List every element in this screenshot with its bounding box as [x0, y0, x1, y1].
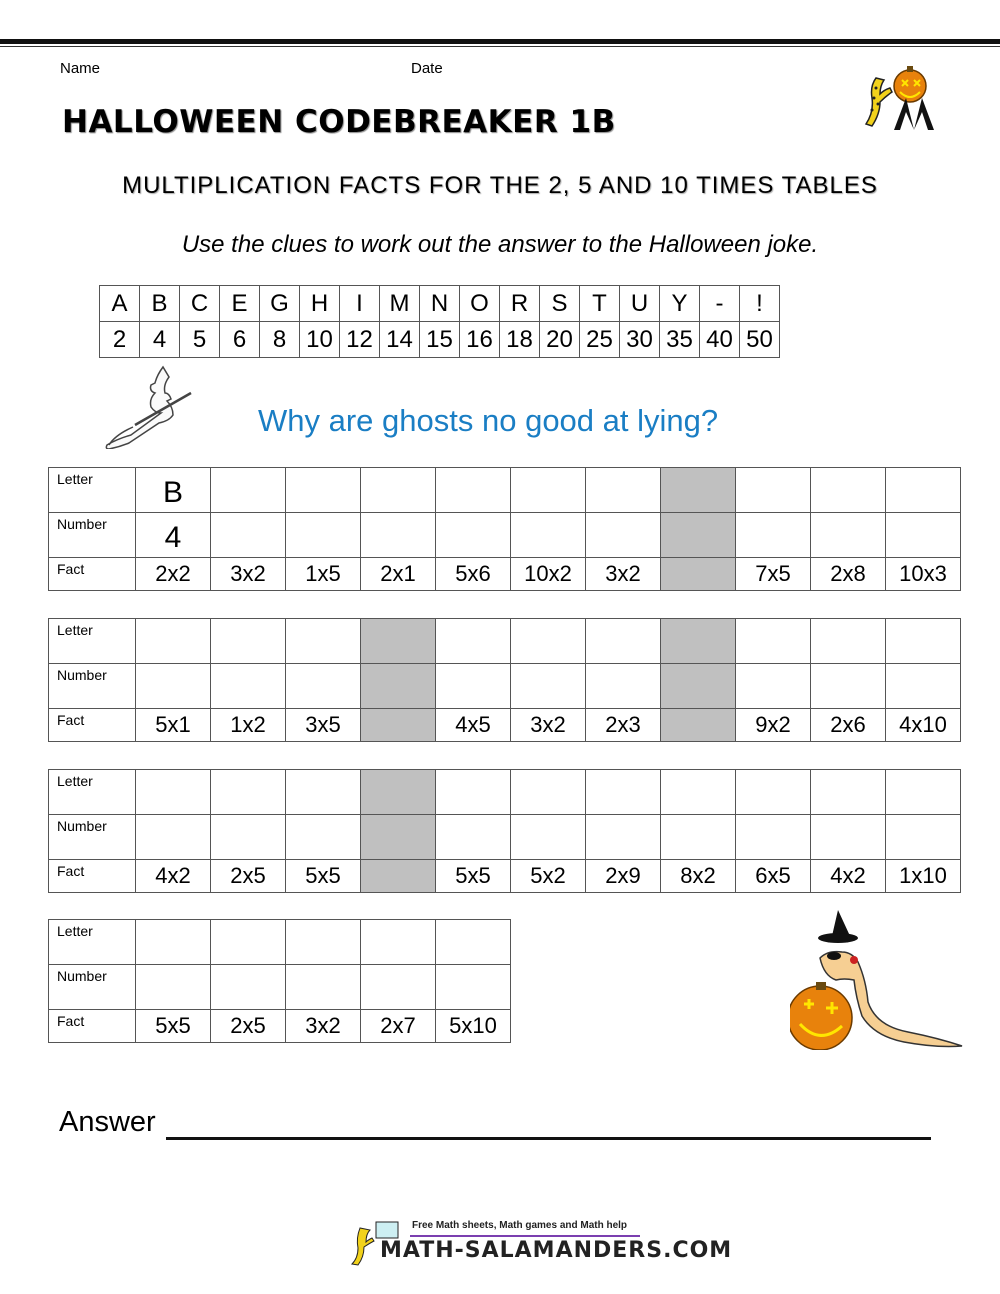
letter-cell[interactable]: [286, 468, 361, 513]
blank-space-cell: [661, 468, 736, 513]
fact-cell: 1x2: [211, 709, 286, 742]
fact-row-label: Fact: [49, 558, 136, 591]
letter-cell[interactable]: [211, 770, 286, 815]
fact-row: [49, 709, 961, 742]
key-number-cell: 6: [220, 322, 260, 358]
name-label: Name: [60, 60, 101, 77]
fact-row-label: Fact: [49, 860, 136, 893]
number-cell[interactable]: [211, 815, 286, 860]
fact-cell: 5x2: [511, 860, 586, 893]
blank-space-cell: [361, 860, 436, 893]
fact-cell: 4x10: [886, 709, 961, 742]
key-letter-cell: E: [220, 286, 260, 322]
key-letter-cell: T: [580, 286, 620, 322]
salamander-witch-pumpkin-icon: [790, 908, 965, 1050]
letter-cell[interactable]: [211, 468, 286, 513]
number-cell[interactable]: [436, 664, 511, 709]
fact-cell: 1x5: [286, 558, 361, 591]
number-cell[interactable]: [811, 664, 886, 709]
number-row: [49, 815, 961, 860]
fact-cell: 5x5: [136, 1010, 211, 1043]
blank-space-cell: [661, 558, 736, 591]
key-number-cell: 15: [420, 322, 460, 358]
key-letter-cell: N: [420, 286, 460, 322]
blank-space-cell: [361, 815, 436, 860]
key-number-cell: 8: [260, 322, 300, 358]
number-cell[interactable]: [736, 664, 811, 709]
key-letter-cell: H: [300, 286, 340, 322]
number-row: [49, 513, 961, 558]
blank-space-cell: [661, 619, 736, 664]
letter-cell[interactable]: [736, 468, 811, 513]
key-letter-cell: -: [700, 286, 740, 322]
number-cell[interactable]: [736, 513, 811, 558]
key-number-cell: 2: [100, 322, 140, 358]
fact-cell: 4x2: [811, 860, 886, 893]
letter-cell[interactable]: [586, 619, 661, 664]
key-letter-cell: O: [460, 286, 500, 322]
number-cell[interactable]: [886, 815, 961, 860]
key-letter-cell: I: [340, 286, 380, 322]
fact-cell: 5x1: [136, 709, 211, 742]
letter-row: [49, 619, 961, 664]
number-cell[interactable]: [661, 815, 736, 860]
fact-cell: 7x5: [736, 558, 811, 591]
key-number-cell: 40: [700, 322, 740, 358]
fact-cell: 4x2: [136, 860, 211, 893]
code-table-3: [48, 769, 961, 893]
witch-on-broom-icon: [105, 363, 197, 449]
fact-cell: 2x1: [361, 558, 436, 591]
number-cell[interactable]: [361, 965, 436, 1010]
fact-cell: 2x8: [811, 558, 886, 591]
number-cell[interactable]: [886, 513, 961, 558]
key-letter-cell: G: [260, 286, 300, 322]
letter-cell[interactable]: [136, 619, 211, 664]
key-letter-cell: !: [740, 286, 780, 322]
number-cell[interactable]: 4: [136, 513, 211, 558]
number-cell[interactable]: [436, 815, 511, 860]
number-cell[interactable]: [136, 815, 211, 860]
fact-row: [49, 1010, 511, 1043]
number-row-label: Number: [49, 513, 136, 558]
letter-row: [49, 770, 961, 815]
footer-tagline: Free Math sheets, Math games and Math help: [412, 1220, 628, 1231]
key-letter-cell: S: [540, 286, 580, 322]
number-cell[interactable]: [736, 815, 811, 860]
fact-cell: 2x2: [136, 558, 211, 591]
fact-cell: 3x5: [286, 709, 361, 742]
number-cell[interactable]: [811, 513, 886, 558]
key-letter-cell: C: [180, 286, 220, 322]
key-letter-cell: Y: [660, 286, 700, 322]
code-table-1: [48, 467, 961, 591]
letter-cell[interactable]: [211, 920, 286, 965]
fact-cell: 6x5: [736, 860, 811, 893]
number-row-label: Number: [49, 815, 136, 860]
key-letter-cell: A: [100, 286, 140, 322]
letter-cell[interactable]: [436, 468, 511, 513]
letter-cell[interactable]: [886, 770, 961, 815]
date-label: Date: [411, 60, 443, 77]
blank-space-cell: [361, 664, 436, 709]
letter-cell[interactable]: [811, 619, 886, 664]
key-letter-cell: U: [620, 286, 660, 322]
blank-space-cell: [661, 709, 736, 742]
letter-cell[interactable]: [286, 619, 361, 664]
letter-cell[interactable]: [811, 468, 886, 513]
letter-cell[interactable]: [436, 920, 511, 965]
letter-cell[interactable]: [511, 619, 586, 664]
fact-cell: 1x10: [886, 860, 961, 893]
answer-line[interactable]: [166, 1137, 931, 1140]
key-number-cell: 30: [620, 322, 660, 358]
number-row-label: Number: [49, 965, 136, 1010]
number-cell[interactable]: [211, 664, 286, 709]
fact-cell: 2x3: [586, 709, 661, 742]
letter-row-label: Letter: [49, 920, 136, 965]
fact-cell: 3x2: [586, 558, 661, 591]
letter-cell[interactable]: [286, 770, 361, 815]
fact-cell: 4x5: [436, 709, 511, 742]
letter-cell[interactable]: [586, 770, 661, 815]
letter-cell[interactable]: [886, 468, 961, 513]
top-rule-thick: [0, 39, 1000, 44]
worksheet-title: HALLOWEEN CODEBREAKER 1B: [62, 104, 616, 140]
number-row: [49, 664, 961, 709]
letter-cell[interactable]: [436, 619, 511, 664]
letter-row: [49, 920, 511, 965]
number-cell[interactable]: [886, 664, 961, 709]
letter-cell[interactable]: [661, 770, 736, 815]
blank-space-cell: [661, 513, 736, 558]
fact-cell: 3x2: [286, 1010, 361, 1043]
fact-cell: 10x3: [886, 558, 961, 591]
letter-cell[interactable]: [286, 920, 361, 965]
fact-row: [49, 860, 961, 893]
blank-space-cell: [661, 664, 736, 709]
fact-cell: 3x2: [511, 709, 586, 742]
number-cell[interactable]: [211, 513, 286, 558]
key-number-cell: 10: [300, 322, 340, 358]
letter-cell[interactable]: [211, 619, 286, 664]
number-cell[interactable]: [361, 513, 436, 558]
letter-cell[interactable]: [886, 619, 961, 664]
fact-cell: 2x7: [361, 1010, 436, 1043]
letter-cell[interactable]: [736, 619, 811, 664]
fact-cell: 8x2: [661, 860, 736, 893]
key-number-cell: 4: [140, 322, 180, 358]
letter-cell[interactable]: [586, 468, 661, 513]
letter-cell[interactable]: [811, 770, 886, 815]
blank-space-cell: [361, 770, 436, 815]
key-number-cell: 16: [460, 322, 500, 358]
number-row-label: Number: [49, 664, 136, 709]
fact-cell: 5x5: [436, 860, 511, 893]
letter-cell[interactable]: [136, 770, 211, 815]
blank-space-cell: [361, 619, 436, 664]
letter-row-label: Letter: [49, 468, 136, 513]
key-number-cell: 18: [500, 322, 540, 358]
key-numbers-row: [100, 322, 780, 358]
fact-cell: 5x10: [436, 1010, 511, 1043]
salamander-logo-icon: [862, 64, 946, 132]
fact-row: [49, 558, 961, 591]
key-number-cell: 50: [740, 322, 780, 358]
footer-site-link[interactable]: MATH-SALAMANDERS.COM: [380, 1238, 733, 1263]
number-cell[interactable]: [136, 965, 211, 1010]
letter-cell[interactable]: [736, 770, 811, 815]
number-cell[interactable]: [286, 664, 361, 709]
key-number-cell: 25: [580, 322, 620, 358]
key-number-cell: 12: [340, 322, 380, 358]
fact-cell: 5x5: [286, 860, 361, 893]
code-table-2: [48, 618, 961, 742]
fact-cell: 9x2: [736, 709, 811, 742]
number-cell[interactable]: [286, 513, 361, 558]
key-letters-row: [100, 286, 780, 322]
letter-row-label: Letter: [49, 619, 136, 664]
number-cell[interactable]: [286, 965, 361, 1010]
key-number-cell: 14: [380, 322, 420, 358]
fact-cell: 5x6: [436, 558, 511, 591]
key-letter-cell: B: [140, 286, 180, 322]
number-cell[interactable]: [586, 664, 661, 709]
letter-cell[interactable]: [361, 468, 436, 513]
instructions: Use the clues to work out the answer to the Halloween joke.: [181, 231, 819, 258]
letter-row-label: Letter: [49, 770, 136, 815]
number-cell[interactable]: [811, 815, 886, 860]
letter-cell[interactable]: [136, 920, 211, 965]
code-key-table: [99, 285, 780, 358]
number-row: [49, 965, 511, 1010]
letter-row: [49, 468, 961, 513]
number-cell[interactable]: [286, 815, 361, 860]
key-number-cell: 5: [180, 322, 220, 358]
number-cell[interactable]: [511, 513, 586, 558]
letter-cell[interactable]: [436, 770, 511, 815]
letter-cell[interactable]: [361, 920, 436, 965]
number-cell[interactable]: [136, 664, 211, 709]
key-letter-cell: M: [380, 286, 420, 322]
fact-cell: 2x5: [211, 1010, 286, 1043]
key-number-cell: 35: [660, 322, 700, 358]
letter-cell[interactable]: B: [136, 468, 211, 513]
key-number-cell: 20: [540, 322, 580, 358]
number-cell[interactable]: [211, 965, 286, 1010]
fact-cell: 10x2: [511, 558, 586, 591]
fact-cell: 3x2: [211, 558, 286, 591]
key-letter-cell: R: [500, 286, 540, 322]
number-cell[interactable]: [436, 513, 511, 558]
fact-row-label: Fact: [49, 709, 136, 742]
answer-label: Answer: [59, 1106, 156, 1138]
number-cell[interactable]: [436, 965, 511, 1010]
joke-question: Why are ghosts no good at lying?: [258, 403, 719, 438]
number-cell[interactable]: [511, 664, 586, 709]
blank-space-cell: [361, 709, 436, 742]
top-rule-thin: [0, 46, 1000, 47]
number-cell[interactable]: [586, 815, 661, 860]
number-cell[interactable]: [586, 513, 661, 558]
fact-cell: 2x9: [586, 860, 661, 893]
fact-row-label: Fact: [49, 1010, 136, 1043]
code-table-4: [48, 919, 511, 1043]
number-cell[interactable]: [511, 815, 586, 860]
letter-cell[interactable]: [511, 468, 586, 513]
fact-cell: 2x5: [211, 860, 286, 893]
letter-cell[interactable]: [511, 770, 586, 815]
fact-cell: 2x6: [811, 709, 886, 742]
worksheet-subtitle: MULTIPLICATION FACTS FOR THE 2, 5 AND 10 TIMES TABLES: [122, 172, 878, 199]
footer-divider: [410, 1235, 640, 1237]
